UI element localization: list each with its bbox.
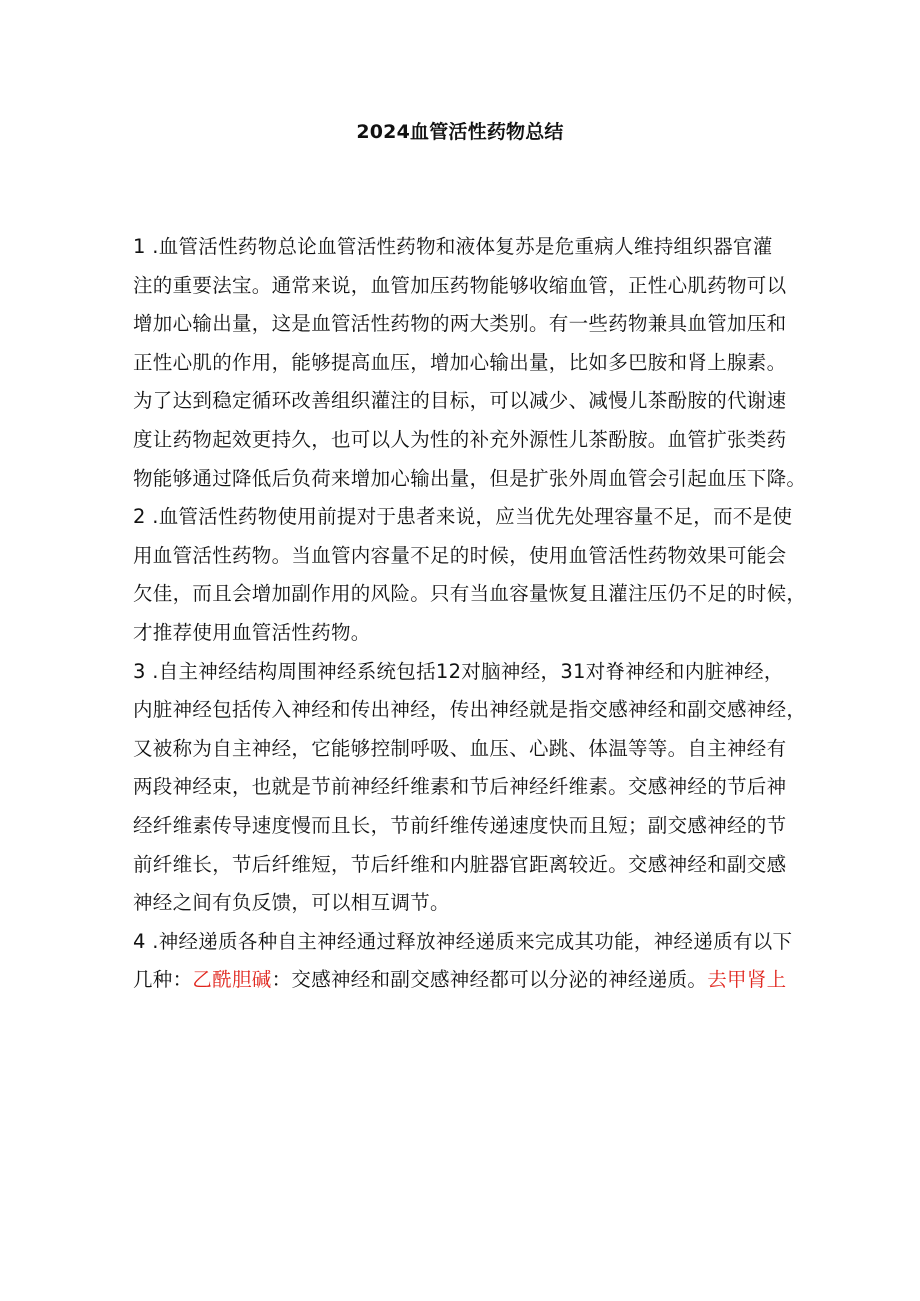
body-line: 1 .血管活性药物总论血管活性药物和液体复苏是危重病人维持组织器官灌 <box>133 235 773 258</box>
body-line: 2 .血管活性药物使用前提对于患者来说，应当优先处理容量不足，而不是使 <box>133 505 793 529</box>
body-line: 增加心输出量，这是血管活性药物的两大类别。有一些药物兼具血管加压和 <box>133 312 787 336</box>
document-title: 2024血管活性药物总结 <box>356 121 564 143</box>
body-line: 内脏神经包括传入神经和传出神经，传出神经就是指交感神经和副交感神经， <box>133 698 807 722</box>
body-line: 欠佳，而且会增加副作用的风险。只有当血容量恢复且灌注压仍不足的时候， <box>133 582 807 606</box>
body-line: 用血管活性药物。当血管内容量不足的时候，使用血管活性药物效果可能会 <box>133 543 787 567</box>
last-line-prefix: 几种： <box>133 968 193 992</box>
document-body <box>133 228 823 1000</box>
body-line-last <box>133 961 823 1000</box>
body-line: 物能够通过降低后负荷来增加心输出量，但是扩张外周血管会引起血压下降。 <box>133 466 807 490</box>
body-line: 3 .自主神经结构周围神经系统包括12对脑神经，31对脊神经和内脏神经， <box>133 659 784 683</box>
body-line: 4 .神经递质各种自主神经通过释放神经递质来完成其功能，神经递质有以下 <box>133 929 793 953</box>
body-line: 前纤维长，节后纤维短，节后纤维和内脏器官距离较近。交感神经和副交感 <box>133 852 787 876</box>
body-line: 为了达到稳定循环改善组织灌注的目标，可以减少、减慢儿茶酚胺的代谢速 <box>133 389 787 413</box>
body-line: 注的重要法宝。通常来说，血管加压药物能够收缩血管，正性心肌药物可以 <box>133 273 787 297</box>
body-line: 神经之间有负反馈，可以相互调节。 <box>133 891 450 915</box>
last-line-middle: ：交感神经和副交感神经都可以分泌的神经递质。 <box>271 968 708 992</box>
body-line: 才推荐使用血管活性药物。 <box>133 620 371 644</box>
body-line: 又被称为自主神经，它能够控制呼吸、血压、心跳、体温等等。自主神经有 <box>133 736 787 760</box>
highlight-term-norepinephrine: 去甲肾上 <box>707 968 787 992</box>
body-line: 经纤维素传导速度慢而且长，节前纤维传递速度快而且短；副交感神经的节 <box>133 813 787 837</box>
body-line: 正性心肌的作用，能够提高血压，增加心输出量，比如多巴胺和肾上腺素。 <box>133 350 787 374</box>
body-line: 两段神经束，也就是节前神经纤维素和节后神经纤维素。交感神经的节后神 <box>133 775 787 799</box>
highlight-term-acetylcholine: 乙酰胆碱 <box>192 968 272 992</box>
body-line: 度让药物起效更持久，也可以人为性的补充外源性儿茶酚胺。血管扩张类药 <box>133 427 787 451</box>
